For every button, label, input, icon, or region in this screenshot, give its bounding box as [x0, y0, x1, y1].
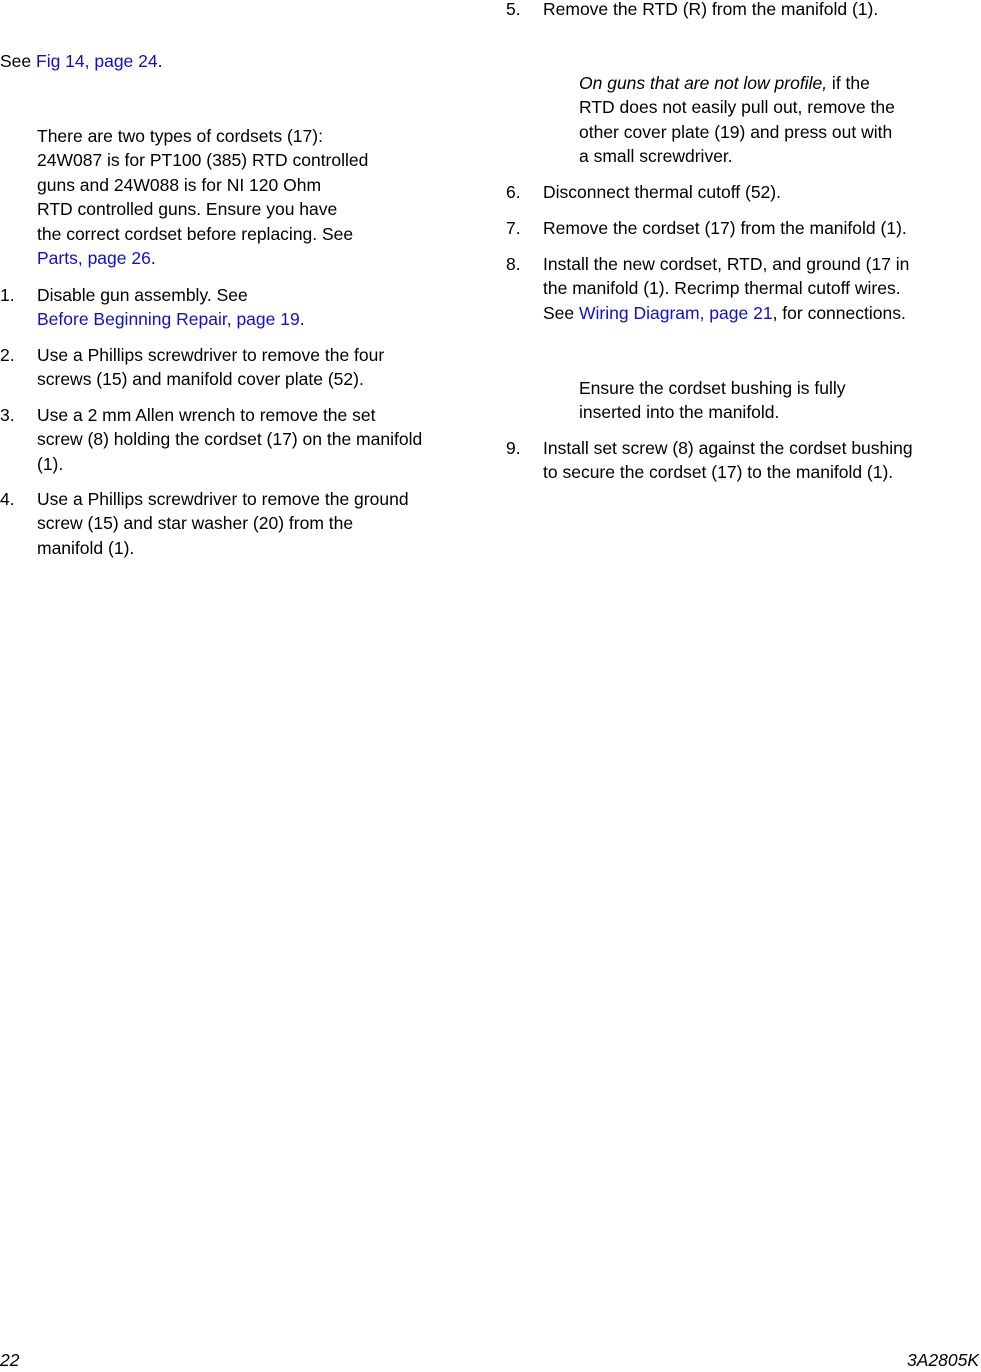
step-5 [506, 0, 976, 21]
step-text: Remove the RTD (R) from the manifold (1). [543, 0, 879, 19]
note-line: a small screwdriver. [579, 146, 733, 167]
step-text: to secure the cordset (17) to the manifold (1). [543, 462, 894, 483]
step-text: Use a Phillips screwdriver to remove the four [37, 345, 385, 365]
step-text: Install the new cordset, RTD, and ground (17 in [543, 254, 910, 274]
bushing-note [579, 376, 974, 425]
note-line: other cover plate (19) and press out with [579, 121, 893, 142]
step-text: Install set screw (8) against the cordset bushing [543, 438, 913, 458]
note-line: Parts, page 26. [37, 248, 156, 269]
step-text: screw (15) and star washer (20) from the [37, 513, 354, 534]
step-number: 6. [506, 182, 521, 202]
step-text: screws (15) and manifold cover plate (52). [37, 369, 364, 390]
rtd-note: On guns that are not low profile, if the RTD does not easily pull out, remove the other cover plate (19) and press out with a small screwdriver. [579, 71, 974, 169]
see-fig-reference: See Fig 14, page 24. [0, 51, 163, 71]
step-number: 4. [0, 489, 15, 509]
before-beginning-repair-link[interactable]: Before Beginning Repair, page 19 [37, 309, 300, 330]
step-number: 1. [0, 285, 15, 305]
step-7 [506, 216, 976, 240]
note-line: guns and 24W088 is for NI 120 Ohm [37, 174, 322, 195]
step-1: 1. Disable gun assembly. See Before Beginning Repair, page 19. [0, 283, 480, 332]
step-3 [0, 403, 480, 476]
step-text: manifold (1). [37, 537, 135, 558]
step-number: 9. [506, 438, 521, 458]
page-number: 22 [0, 1350, 20, 1370]
note-line: 24W087 is for PT100 (385) RTD controlled [37, 150, 369, 171]
step-number: 2. [0, 345, 15, 365]
note-line: inserted into the manifold. [579, 402, 780, 423]
step-text: Use a 2 mm Allen wrench to remove the set [37, 405, 376, 425]
document-code: 3A2805K [906, 1350, 979, 1370]
step-number: 7. [506, 218, 521, 238]
note-line: Ensure the cordset bushing is fully [579, 378, 846, 398]
step-6 [506, 180, 976, 204]
step-text: Remove the cordset (17) from the manifold (1). [543, 218, 907, 238]
wiring-diagram-link[interactable]: Wiring Diagram, page 21 [579, 302, 773, 323]
step-4 [0, 487, 480, 560]
step-9 [506, 436, 976, 485]
step-text: (1). [37, 453, 64, 474]
note-line: There are two types of cordsets (17): [37, 126, 323, 146]
step-number: 5. [506, 0, 521, 19]
step-text: screw (8) holding the cordset (17) on the manifold [37, 429, 423, 450]
step-text: Disconnect thermal cutoff (52). [543, 182, 781, 202]
note-line: the correct cordset before replacing. See [37, 223, 354, 244]
step-number: 3. [0, 405, 15, 425]
step-8: 8. Install the new cordset, RTD, and ground (17 in the manifold (1). Recrimp thermal cutoff wires. See Wiring Diagram, page 21, for connections. [506, 252, 976, 325]
note-line: RTD controlled guns. Ensure you have [37, 199, 338, 220]
parts-page-link[interactable]: Parts, page 26 [37, 248, 151, 269]
step-number: 8. [506, 254, 521, 274]
step-text: the manifold (1). Recrimp thermal cutoff wires. [543, 278, 901, 299]
step-2 [0, 343, 480, 392]
note-line: RTD does not easily pull out, remove the [579, 97, 895, 118]
fig-14-link[interactable]: Fig 14, page 24 [36, 51, 158, 71]
cordset-note [37, 124, 477, 270]
note-italic-lead: On guns that are not low profile, [579, 73, 828, 93]
step-text: Disable gun assembly. See [37, 285, 248, 305]
step-text: Use a Phillips screwdriver to remove the ground [37, 489, 409, 509]
